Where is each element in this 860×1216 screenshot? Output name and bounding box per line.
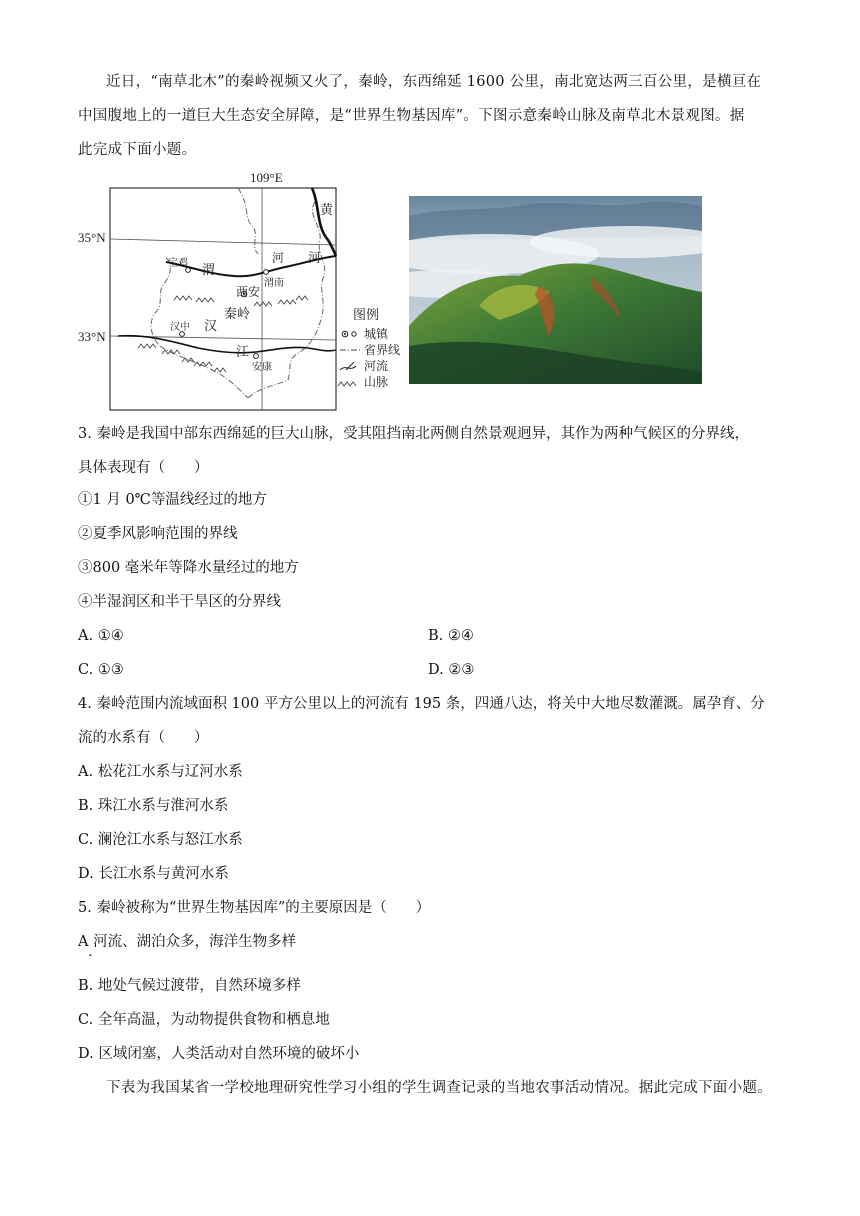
q4-option-c[interactable]: C. 澜沧江水系与怒江水系 [78, 832, 243, 848]
label-river-wei-he: 河 [272, 251, 285, 265]
q5-option-a[interactable]: A 河流、湖泊众多，海洋生物多样 [78, 934, 297, 950]
q3-option-d[interactable]: D. ②③ [428, 662, 475, 678]
q4-stem-line-2: 流的水系有（ ） [78, 730, 209, 746]
stray-dot-mark: · [88, 948, 93, 964]
town-ankang [254, 354, 259, 359]
q5-option-b[interactable]: B. 地处气候过渡带，自然环境多样 [78, 978, 301, 994]
q4-option-a[interactable]: A. 松花江水系与辽河水系 [78, 764, 243, 780]
legend-mountain: 山脉 [364, 375, 389, 389]
label-river-huang: 黄 [320, 202, 334, 217]
q3-statement-2: ②夏季风影响范围的界线 [78, 526, 238, 542]
label-river-han: 汉 [204, 318, 218, 333]
q5-option-d[interactable]: D. 区域闭塞，人类活动对自然环境的破坏小 [78, 1046, 360, 1062]
q4-stem-line-1: 4. 秦岭范围内流域面积 100 平方公里以上的河流有 195 条，四通八达，将关中大地尽数灌溉。属孕育、分 [78, 696, 765, 712]
q3-stem-line-2: 具体表现有（ ） [78, 460, 209, 476]
label-river-jiang: 江 [236, 344, 250, 359]
intro-line-2: 中国腹地上的一道巨大生态安全屏障，是“世界生物基因库”。下图示意秦岭山脉及南草北木景观图。据 [78, 108, 745, 124]
q3-statement-4: ④半湿润区和半干旱区的分界线 [78, 594, 281, 610]
label-qinling: 秦岭 [224, 306, 251, 321]
q3-option-c[interactable]: C. ①③ [78, 662, 124, 678]
map-lat-bottom: 33°N [78, 329, 106, 344]
label-hanzhong: 汉中 [170, 322, 190, 333]
qinling-landscape-photo [409, 196, 702, 384]
next-section-intro: 下表为我国某省一学校地理研究性学习小组的学生调查记录的当地农事活动情况。据此完成下面小题。 [106, 1080, 772, 1096]
legend-river: 河流 [364, 359, 389, 373]
town-weinan [264, 270, 269, 275]
q3-statement-1: ①1 月 0℃等温线经过的地方 [78, 492, 267, 508]
label-weinan: 渭南 [264, 278, 284, 289]
label-river-wei: 渭 [202, 262, 216, 277]
legend-title: 图例 [353, 307, 380, 322]
q5-stem: 5. 秦岭被称为“世界生物基因库”的主要原因是（ ） [78, 900, 431, 916]
map-lat-top: 35°N [78, 230, 106, 245]
legend-town: 城镇 [364, 327, 389, 341]
label-river-he: 河 [308, 250, 322, 265]
intro-line-3: 此完成下面小题。 [78, 142, 197, 158]
map-lon-label: 109°E [250, 170, 283, 185]
map-legend [338, 307, 400, 389]
q4-option-b[interactable]: B. 珠江水系与淮河水系 [78, 798, 229, 814]
q3-option-a[interactable]: A. ①④ [78, 628, 124, 644]
label-xian: 西安 [236, 285, 261, 299]
q5-option-c[interactable]: C. 全年高温，为动物提供食物和栖息地 [78, 1012, 330, 1028]
label-ankang: 安康 [252, 362, 272, 373]
q4-option-d[interactable]: D. 长江水系与黄河水系 [78, 866, 229, 882]
yellow-river [312, 188, 336, 256]
q3-statement-3: ③800 毫米年等降水量经过的地方 [78, 560, 299, 576]
q3-option-b[interactable]: B. ②④ [428, 628, 474, 644]
qinling-map [78, 166, 408, 414]
label-baoji: 宝鸡 [168, 258, 188, 269]
intro-line-1: 近日，“南草北木”的秦岭视频又火了，秦岭，东西绵延 1600 公里，南北宽达两三百公里，是横亘在 [106, 74, 762, 90]
map-frame [110, 188, 336, 410]
q3-stem-line-1: 3. 秦岭是我国中部东西绵延的巨大山脉，受其阻挡南北两侧自然景观迥异，其作为两种气候区的分界线， [78, 426, 749, 442]
mountain-symbols [138, 296, 308, 372]
legend-border: 省界线 [364, 343, 401, 357]
